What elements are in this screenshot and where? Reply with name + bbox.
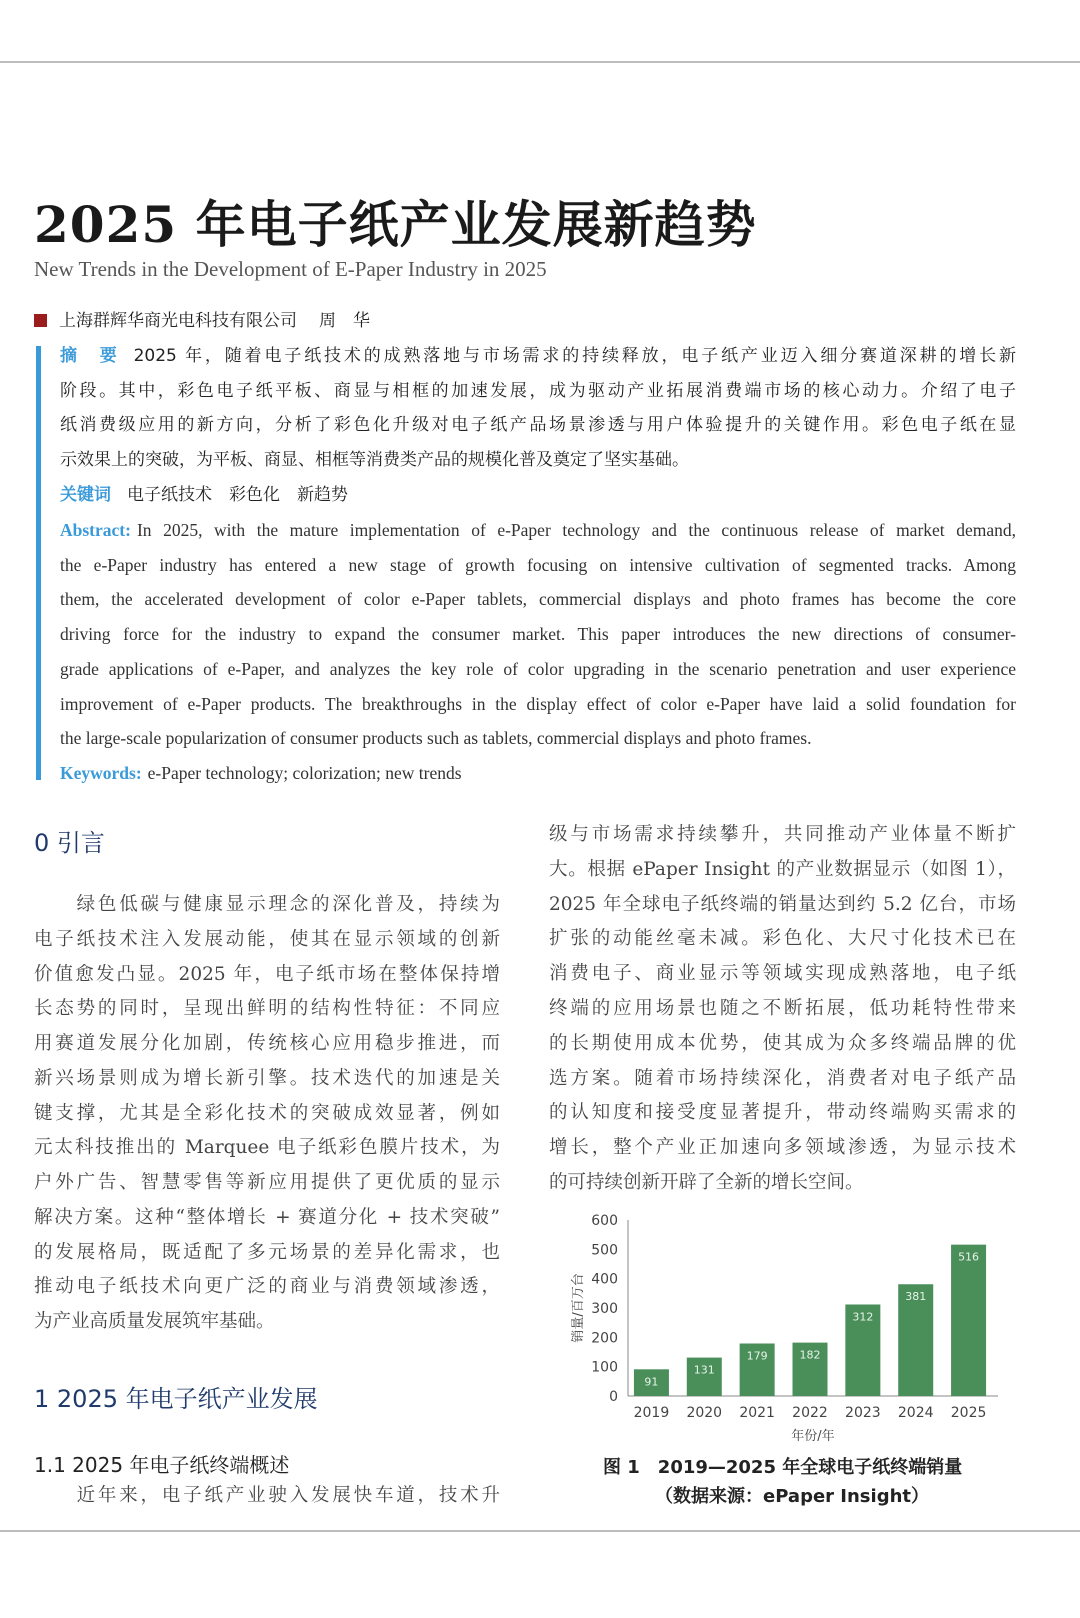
- square-bullet-icon: [34, 314, 47, 327]
- section-1-1-heading: 1.1 2025 年电子纸终端概述: [34, 1453, 290, 1477]
- body-line: 大。根据 ePaper Insight 的产业数据显示（如图 1），: [549, 858, 1016, 880]
- body-line: 用赛道发展分化加剧，传统核心应用稳步推进，而: [34, 1033, 500, 1054]
- abstract-en-line: improvement of e-Paper products. The breakthroughs in the display effect of color e-Paper have laid a solid foundation for: [60, 693, 1016, 714]
- data-label: 312: [852, 1310, 874, 1324]
- abstract-line: 纸消费级应用的新方向，分析了彩色化升级对电子纸产品场景渗透与用户体验提升的关键作用。彩色电子纸在显: [60, 415, 1016, 436]
- page-title: 2025 年电子纸产业发展新趋势: [34, 195, 757, 254]
- y-axis-title: 销量/百万台: [571, 1273, 586, 1343]
- y-tick-label: 500: [591, 1242, 618, 1259]
- english-title: New Trends in the Development of E-Paper Industry in 2025: [34, 257, 547, 281]
- body-line: 的认知度和接受度显著提升，带动终端购买需求的: [549, 1102, 1016, 1124]
- body-line: 长态势的同时，呈现出鲜明的结构性特征：不同应: [34, 998, 500, 1020]
- body-line: 解决方案。这种“整体增长 + 赛道分化 + 技术突破”: [34, 1206, 500, 1228]
- body-line: 绿色低碳与健康显示理念的深化普及，持续为: [34, 894, 500, 915]
- body-line: 户外广告、智慧零售等新应用提供了更优质的显示: [34, 1172, 500, 1193]
- x-axis-title: 年份/年: [791, 1429, 835, 1444]
- top-rule: [0, 61, 1080, 63]
- body-line: 为产业高质量发展筑牢基础。: [34, 1311, 275, 1332]
- sales-bar-chart: [540, 1200, 1020, 1455]
- bar-2025: [951, 1245, 986, 1396]
- y-tick-label: 400: [591, 1271, 618, 1288]
- y-tick-label: 600: [591, 1213, 618, 1229]
- keywords-label: 关键词: [60, 485, 111, 505]
- y-tick-label: 300: [591, 1301, 618, 1317]
- abstract-label-row: [60, 344, 1016, 368]
- body-line: 增长，整个产业正加速向多领域渗透，为显示技术: [549, 1137, 1016, 1159]
- y-tick-label: 200: [591, 1330, 618, 1347]
- author-line: [34, 306, 370, 331]
- figure-caption: 图 1 2019—2025 年全球电子纸终端销量: [603, 1457, 963, 1478]
- abstract-en-line: driving force for the industry to expand the consumer market. This paper introduces the new directions of consumer-: [60, 624, 1016, 645]
- body-line: 元太科技推出的 Marquee 电子纸彩色膜片技术，为: [34, 1137, 500, 1159]
- body-line: 2025 年全球电子纸终端的销量达到约 5.2 亿台，市场: [549, 893, 1016, 915]
- keywords-en-label: Keywords:: [60, 763, 142, 783]
- abstract-en-label-row: [60, 518, 1016, 542]
- body-line: 级与市场需求持续攀升，共同推动产业体量不断扩: [549, 824, 1016, 845]
- x-tick-label: 2019: [633, 1405, 670, 1421]
- body-line: 推动电子纸技术向更广泛的商业与消费领域渗透，: [34, 1276, 500, 1298]
- x-tick-label: 2021: [739, 1405, 775, 1421]
- body-line: 新兴场景则成为增长新引擎。技术迭代的加速是关: [34, 1067, 500, 1089]
- data-label: 182: [799, 1348, 821, 1362]
- body-line: 终端的应用场景也随之不断拓展，低功耗特性带来: [549, 998, 1016, 1019]
- keywords-value: 电子纸技术 彩色化 新趋势: [127, 485, 348, 505]
- bottom-rule: [0, 1530, 1080, 1532]
- abstract-line: 2025 年，随着电子纸技术的成熟落地与市场需求的持续释放，电子纸产业迈入细分赛道深耕的增长新: [133, 346, 1016, 366]
- body-line: 近年来，电子纸产业驶入发展快车道，技术升: [34, 1485, 500, 1506]
- body-line: 的长期使用成本优势，使其成为众多终端品牌的优: [549, 1032, 1016, 1054]
- section-1-heading: 1 2025 年电子纸产业发展: [34, 1385, 318, 1413]
- affiliation: 上海群辉华商光电科技有限公司: [59, 311, 297, 331]
- abstract-en-line: grade applications of e-Paper, and analyzes the key role of color upgrading in the scenario penetration and user experience: [60, 658, 1016, 679]
- abstract-label: 摘 要: [60, 346, 120, 366]
- abstract-line: 阶段。其中，彩色电子纸平板、商显与相框的加速发展，成为驱动产业拓展消费端市场的核心动力。介绍了电子: [60, 380, 1016, 401]
- body-line: 扩张的动能丝毫未减。彩色化、大尺寸化技术已在: [549, 928, 1016, 950]
- body-line: 的可持续创新开辟了全新的增长空间。: [549, 1172, 864, 1193]
- data-label: 179: [746, 1349, 768, 1363]
- x-tick-label: 2025: [950, 1405, 987, 1421]
- keywords-label-row: [60, 483, 1016, 507]
- section-0-heading: 0 引言: [34, 829, 105, 857]
- figure-source: （数据来源：ePaper Insight）: [655, 1486, 929, 1507]
- abstract-accent-bar: [36, 346, 41, 780]
- body-line: 的发展格局，既适配了多元场景的差异化需求，也: [34, 1241, 500, 1263]
- author-name: 周 华: [319, 311, 370, 331]
- keywords-en-value: e-Paper technology; colorization; new trends: [147, 763, 462, 783]
- abstract-en-line: the large-scale popularization of consumer products such as tablets, commercial displays and photo frames.: [60, 728, 812, 749]
- abstract-en-line: them, the accelerated development of color e-Paper tablets, commercial displays and photo frames has become the core: [60, 589, 1016, 610]
- body-line: 价值愈发凸显。2025 年，电子纸市场在整体保持增: [34, 963, 500, 985]
- abstract-line: 示效果上的突破，为平板、商显、相框等消费类产品的规模化普及奠定了坚实基础。: [60, 450, 689, 471]
- x-tick-label: 2022: [792, 1405, 828, 1421]
- abstract-en-label: Abstract:: [60, 520, 131, 540]
- data-label: 516: [958, 1250, 980, 1264]
- keywords-en-label-row: [60, 761, 1016, 785]
- x-tick-label: 2020: [686, 1405, 723, 1421]
- abstract-en-line: the e-Paper industry has entered a new stage of growth focusing on intensive cultivation of segmented tracks. Among: [60, 554, 1016, 575]
- y-tick-label: 100: [591, 1359, 618, 1376]
- body-line: 电子纸技术注入发展动能，使其在显示领域的创新: [34, 928, 500, 950]
- data-label: 381: [905, 1290, 927, 1304]
- x-tick-label: 2024: [897, 1405, 934, 1421]
- data-label: 131: [693, 1363, 715, 1377]
- data-label: 91: [644, 1375, 659, 1389]
- body-line: 键支撑，尤其是全彩化技术的突破成效显著，例如: [34, 1102, 500, 1124]
- x-tick-label: 2023: [845, 1405, 881, 1421]
- abstract-en-line: In 2025, with the mature implementation of e-Paper technology and the continuous release of market demand,: [136, 520, 1016, 540]
- body-line: 选方案。随着市场持续深化，消费者对电子纸产品: [549, 1067, 1016, 1089]
- y-tick-label: 0: [609, 1389, 618, 1405]
- body-line: 消费电子、商业显示等领域实现成熟落地，电子纸: [549, 963, 1016, 985]
